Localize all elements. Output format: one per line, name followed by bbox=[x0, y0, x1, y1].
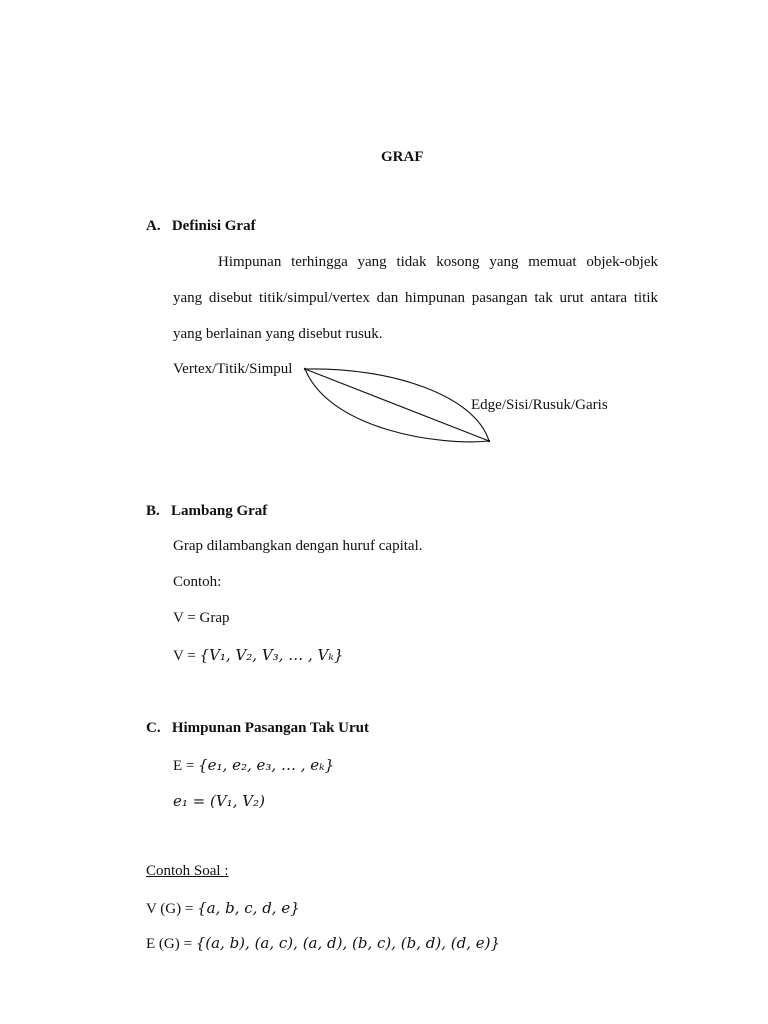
section-c-heading: C. Himpunan Pasangan Tak Urut bbox=[146, 720, 369, 736]
edge-set-line bbox=[173, 758, 334, 774]
vg-prefix: V (G) = bbox=[146, 901, 198, 917]
edge-pair: e₁ = (V₁, V₂) bbox=[173, 792, 265, 810]
vg-set: {a, b, c, d, e} bbox=[197, 899, 300, 917]
example-label: Contoh: bbox=[173, 574, 222, 590]
page-title: GRAF bbox=[381, 149, 424, 165]
edge-set: {e₁, e₂, e₃, … , eₖ} bbox=[198, 756, 335, 774]
edge-label: Edge/Sisi/Rusuk/Garis bbox=[471, 397, 608, 413]
example-v-grap: V = Grap bbox=[173, 610, 230, 626]
edge-set-prefix: E = bbox=[173, 758, 199, 774]
section-b-heading: B. Lambang Graf bbox=[146, 503, 268, 519]
vertex-right bbox=[488, 440, 490, 442]
vertex-set-line bbox=[173, 648, 343, 664]
section-a-heading: A. Definisi Graf bbox=[146, 218, 256, 234]
eg-set: {(a, b), (a, c), (a, d), (b, c), (b, d), (d, e)} bbox=[195, 934, 501, 952]
vertex-set-prefix: V = bbox=[173, 648, 200, 664]
definition-line-3: yang berlainan yang disebut rusuk. bbox=[173, 326, 383, 342]
eg-prefix: E (G) = bbox=[146, 936, 196, 952]
eg-line bbox=[146, 936, 500, 952]
vertex-set: {V₁, V₂, V₃, … , Vₖ} bbox=[199, 646, 344, 664]
definition-line-2: yang disebut titik/simpul/vertex dan himpunan pasangan tak urut antara titik bbox=[173, 290, 658, 306]
symbol-description: Grap dilambangkan dengan huruf capital. bbox=[173, 538, 423, 554]
vg-line bbox=[146, 901, 300, 917]
vertex-left bbox=[304, 368, 306, 370]
example-problem-heading: Contoh Soal : bbox=[146, 863, 229, 879]
edge-straight bbox=[305, 369, 489, 441]
vertex-label: Vertex/Titik/Simpul bbox=[173, 361, 293, 377]
definition-line-1: Himpunan terhingga yang tidak kosong yang memuat objek-objek bbox=[218, 254, 658, 270]
